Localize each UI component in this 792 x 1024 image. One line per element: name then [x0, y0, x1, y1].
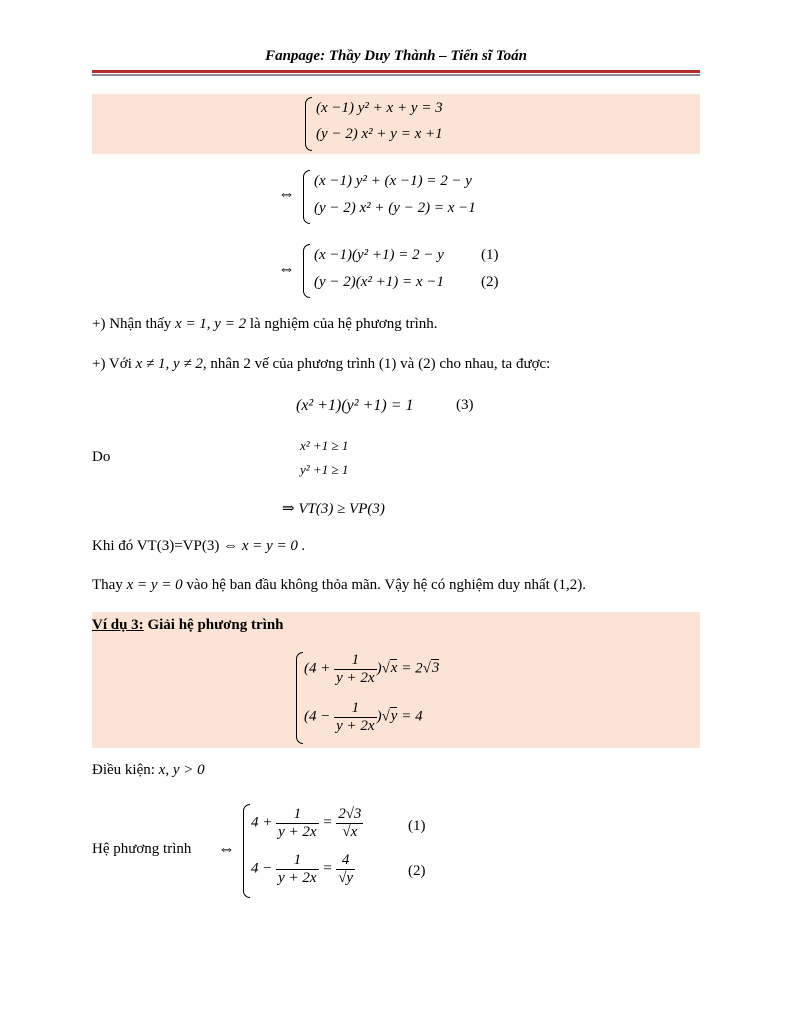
system3-eq1-tag: (1): [481, 247, 499, 263]
system4-eq1: [251, 806, 363, 840]
system3-eq2-tag: (2): [481, 274, 499, 290]
system4-brace: [243, 804, 250, 898]
note1: [92, 316, 438, 333]
system4-eq1-equals: =: [322, 814, 333, 831]
example3-eq2-num: 1: [334, 700, 376, 718]
system4-eq2-rnum: 4: [336, 852, 355, 870]
system4-eq1-den: y + 2x: [278, 823, 317, 840]
system3-eq2: (y − 2)(x² +1) = x −1: [314, 274, 444, 290]
note1-suffix: là nghiệm của hệ phương trình.: [249, 316, 438, 332]
thay-line: [92, 577, 586, 594]
thay-prefix: Thay: [92, 577, 123, 593]
system3-brace: [303, 244, 310, 298]
header-rule-grey: [92, 74, 700, 76]
note2-math: x ≠ 1, y ≠ 2: [135, 356, 203, 372]
system4-eq1-rden: √x: [342, 823, 358, 840]
system4-label: Hệ phương trình: [92, 841, 192, 857]
example3-eq2-pre: (4 −: [304, 708, 331, 725]
system4-eq2-equals: =: [322, 860, 333, 877]
example3-heading: [92, 617, 284, 634]
equivalence-symbol: ⇔: [218, 839, 235, 858]
example3-eq1-close: ): [376, 660, 382, 677]
example3-eq1-fraction: [334, 652, 376, 686]
note1-math: x = 1, y = 2: [175, 316, 247, 332]
system4-eq1-tag: (1): [408, 818, 426, 834]
condition-line: [92, 762, 205, 779]
system4-eq1-pre: 4 +: [251, 814, 273, 831]
system4-eq2-num: 1: [276, 852, 318, 870]
system4-eq2-tag: (2): [408, 863, 426, 879]
system4-eq1-rhs-fraction: [336, 806, 363, 840]
example3-eq1-den: y + 2x: [336, 669, 375, 686]
implication-line: ⇒ VT(3) ≥ VP(3): [282, 501, 385, 517]
system4-eq1-num: 1: [276, 806, 318, 824]
condition-label: Điều kiện:: [92, 762, 155, 778]
system1-brace: [305, 97, 312, 151]
system4-eq1-lhs-fraction: [276, 806, 318, 840]
system4-eq2-lhs-fraction: [276, 852, 318, 886]
system2-brace: [303, 170, 310, 224]
khi-do-text: Khi đó VT(3)=VP(3): [92, 538, 220, 554]
example3-eq2-sqrt: y: [390, 708, 398, 725]
system2-eq2: (y − 2) x² + (y − 2) = x −1: [314, 200, 476, 216]
note2-suffix: , nhân 2 vế của phương trình (1) và (2) cho nhau, ta được:: [202, 356, 551, 372]
system4-eq2: [251, 852, 355, 886]
example3-eq2: (4 − $\frac{1}{y + 2x}$ )√y = 4: [304, 700, 423, 734]
system4-eq2-rden: √y: [338, 869, 354, 886]
system1-eq2: (y − 2) x² + y = x +1: [316, 126, 443, 142]
do-label: Do: [92, 449, 111, 465]
example3-eq1-num: 1: [334, 652, 376, 670]
example3-eq2-fraction: [334, 700, 376, 734]
example3-brace: [296, 652, 303, 744]
example3-label: Ví dụ 3:: [92, 617, 144, 633]
example3-eq2-rhs: = 4: [401, 708, 423, 725]
example3-eq2-den: y + 2x: [336, 717, 375, 734]
note1-prefix: +) Nhận thấy: [92, 316, 172, 332]
equation-3-tag: (3): [456, 397, 474, 413]
example3-eq2-close: ): [376, 708, 382, 725]
system4-eq2-pre: 4 −: [251, 860, 273, 877]
example3-eq1: (4 + $\frac{1}{y + 2x}$ )√x = 2√3: [304, 652, 440, 686]
page-header-title: Fanpage: Thầy Duy Thành – Tiến sĩ Toán: [265, 48, 527, 64]
thay-math: x = y = 0: [126, 577, 183, 593]
system3-eq1: (x −1)(y² +1) = 2 − y: [314, 247, 444, 263]
example3-eq1-sqrt: x: [390, 660, 398, 677]
header-rule-red: [92, 70, 700, 73]
thay-suffix: vào hệ ban đầu không thỏa mãn. Vậy hệ có nghiệm duy nhất (1,2).: [186, 577, 587, 593]
khi-do-line: [92, 538, 305, 555]
system1-eq1: (x −1) y² + x + y = 3: [316, 100, 443, 116]
system4-eq2-rhs-fraction: [336, 852, 355, 886]
equivalence-symbol: ⇔: [278, 259, 295, 278]
inequality-2: y² +1 ≥ 1: [300, 462, 349, 477]
example3-eq1-rhs-sqrt: 3: [431, 660, 440, 677]
khi-do-math: ⇔ x = y = 0 .: [223, 538, 306, 554]
system2-eq1: (x −1) y² + (x −1) = 2 − y: [314, 173, 472, 189]
equation-3: (x² +1)(y² +1) = 1: [296, 397, 414, 414]
example3-eq1-pre: (4 +: [304, 660, 331, 677]
example3-eq1-rhs: = 2: [401, 660, 423, 677]
system4-eq1-rnum: 2√3: [338, 806, 362, 822]
example3-title: Giải hệ phương trình: [147, 617, 284, 633]
condition-math: x, y > 0: [158, 762, 205, 778]
system4-eq2-den: y + 2x: [278, 869, 317, 886]
inequality-1: x² +1 ≥ 1: [300, 438, 349, 453]
note2: [92, 356, 550, 373]
note2-prefix: +) Với: [92, 356, 132, 372]
equivalence-symbol: ⇔: [278, 184, 295, 203]
